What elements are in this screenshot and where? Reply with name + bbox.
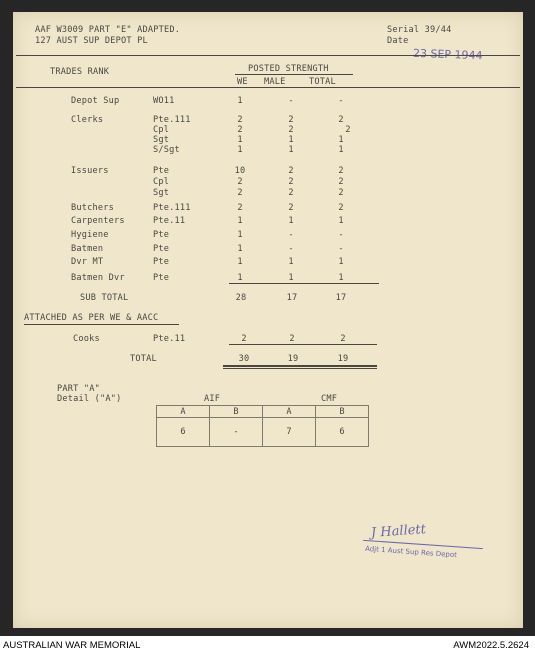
total-cell: 2 (345, 125, 351, 135)
we-cell: 2 (241, 334, 247, 344)
we-heading: WE (237, 77, 248, 87)
trade-cell: Clerks (71, 115, 104, 125)
signature: J Hallett (370, 522, 427, 541)
attached-underline (24, 324, 179, 325)
trade-cell: Depot Sup (71, 96, 120, 106)
posted-strength-heading: POSTED STRENGTH (248, 64, 329, 74)
total-cell: 1 (338, 145, 344, 155)
header-rule (16, 55, 520, 56)
rank-cell: Pte (153, 273, 170, 283)
footer-credit: AUSTRALIAN WAR MEMORIAL (3, 640, 141, 651)
rank-cell: S/Sgt (153, 145, 180, 155)
we-cell: 1 (237, 230, 243, 240)
cmf-a-value: 7 (263, 418, 316, 447)
we-cell: 2 (237, 125, 243, 135)
male-cell: 1 (288, 216, 294, 226)
trade-cell: Hygiene (71, 230, 109, 240)
total-cell: 2 (340, 334, 346, 344)
we-cell: 1 (237, 273, 243, 283)
cmf-heading: CMF (321, 394, 338, 404)
male-cell: 2 (288, 188, 294, 198)
attached-heading: ATTACHED AS PER WE & AACC (24, 313, 159, 323)
unit-line: 127 AUST SUP DEPOT PL (35, 36, 148, 46)
form-line: AAF W3009 PART "E" ADAPTED. (35, 25, 181, 35)
trade-cell: Batmen Dvr (71, 273, 125, 283)
total-cell: 2 (338, 166, 344, 176)
total-cell: - (338, 244, 344, 254)
grand-total-total: 19 (337, 354, 349, 364)
detail-label: Detail ("A") (57, 394, 122, 404)
total-cell: - (338, 96, 344, 106)
rank-cell: Cpl (153, 125, 170, 135)
document-page (13, 12, 523, 628)
male-cell: 2 (288, 177, 294, 187)
rank-cell: WO11 (153, 96, 175, 106)
male-cell: 2 (288, 203, 294, 213)
aif-heading: AIF (204, 394, 221, 404)
grand-total-we: 30 (238, 354, 250, 364)
trade-cell: Issuers (71, 166, 109, 176)
rank-cell: Cpl (153, 177, 170, 187)
male-cell: 1 (288, 257, 294, 267)
trade-cell: Cooks (73, 334, 100, 344)
trade-cell: Dvr MT (71, 257, 104, 267)
rank-cell: Pte.111 (153, 115, 191, 125)
footer-accession: AWM2022.5.2624 (453, 640, 529, 651)
we-cell: 1 (237, 135, 243, 145)
male-cell: 2 (288, 125, 294, 135)
cmf-b-value: 6 (316, 418, 369, 447)
aif-b-header: B (210, 406, 263, 418)
date-label: Date (387, 36, 409, 46)
subtotal-total: 17 (335, 293, 347, 303)
rank-cell: Sgt (153, 135, 170, 145)
subtotal-label: SUB TOTAL (80, 293, 129, 303)
part-a-label: PART "A" (57, 384, 100, 394)
aif-a-value: 6 (157, 418, 210, 447)
grand-total-label: TOTAL (130, 354, 157, 364)
table-row (157, 406, 369, 418)
total-cell: 1 (338, 273, 344, 283)
cmf-a-header: A (263, 406, 316, 418)
we-cell: 2 (237, 115, 243, 125)
we-cell: 2 (237, 188, 243, 198)
table-row (157, 418, 369, 447)
subtotal-rule (229, 283, 379, 284)
serial-number: Serial 39/44 (387, 25, 452, 35)
trade-cell: Carpenters (71, 216, 125, 226)
column-rule (16, 87, 520, 88)
rank-cell: Pte.11 (153, 334, 186, 344)
male-cell: 1 (288, 145, 294, 155)
grand-total-male: 19 (287, 354, 299, 364)
male-cell: 2 (288, 166, 294, 176)
total-cell: 1 (338, 216, 344, 226)
double-rule-top (223, 365, 377, 367)
male-cell: 1 (288, 273, 294, 283)
subtotal-we: 28 (235, 293, 247, 303)
male-cell: - (288, 244, 294, 254)
rank-cell: Pte (153, 166, 170, 176)
total-heading: TOTAL (309, 77, 336, 87)
we-cell: 1 (237, 145, 243, 155)
male-cell: 1 (288, 135, 294, 145)
double-rule-bottom (223, 368, 377, 369)
total-cell: 2 (338, 203, 344, 213)
total-cell: 1 (338, 135, 344, 145)
total-cell: 1 (338, 257, 344, 267)
heading-underline (235, 74, 353, 75)
we-cell: 2 (237, 177, 243, 187)
rank-cell: Sgt (153, 188, 170, 198)
we-cell: 1 (237, 216, 243, 226)
we-cell: 1 (237, 244, 243, 254)
detail-table (156, 405, 369, 447)
trades-rank-heading: TRADES RANK (50, 67, 110, 77)
cmf-b-header: B (316, 406, 369, 418)
subtotal-male: 17 (286, 293, 298, 303)
rank-cell: Pte (153, 257, 170, 267)
we-cell: 1 (237, 96, 243, 106)
aif-b-value: - (210, 418, 263, 447)
total-cell: 2 (338, 188, 344, 198)
male-cell: 2 (288, 115, 294, 125)
trade-cell: Butchers (71, 203, 114, 213)
male-heading: MALE (264, 77, 286, 87)
trade-cell: Batmen (71, 244, 104, 254)
rank-cell: Pte.11 (153, 216, 186, 226)
total-cell: - (338, 230, 344, 240)
date-stamp: 23 SEP 1944 (412, 46, 483, 63)
male-cell: - (288, 230, 294, 240)
signature-title: Adjt 1 Aust Sup Res Depot (364, 544, 458, 560)
we-cell: 1 (237, 257, 243, 267)
total-cell: 2 (338, 177, 344, 187)
male-cell: 2 (289, 334, 295, 344)
total-cell: 2 (338, 115, 344, 125)
we-cell: 10 (234, 166, 246, 176)
male-cell: - (288, 96, 294, 106)
we-cell: 2 (237, 203, 243, 213)
rank-cell: Pte (153, 244, 170, 254)
aif-a-header: A (157, 406, 210, 418)
rank-cell: Pte.111 (153, 203, 191, 213)
rank-cell: Pte (153, 230, 170, 240)
total-rule (229, 344, 377, 345)
